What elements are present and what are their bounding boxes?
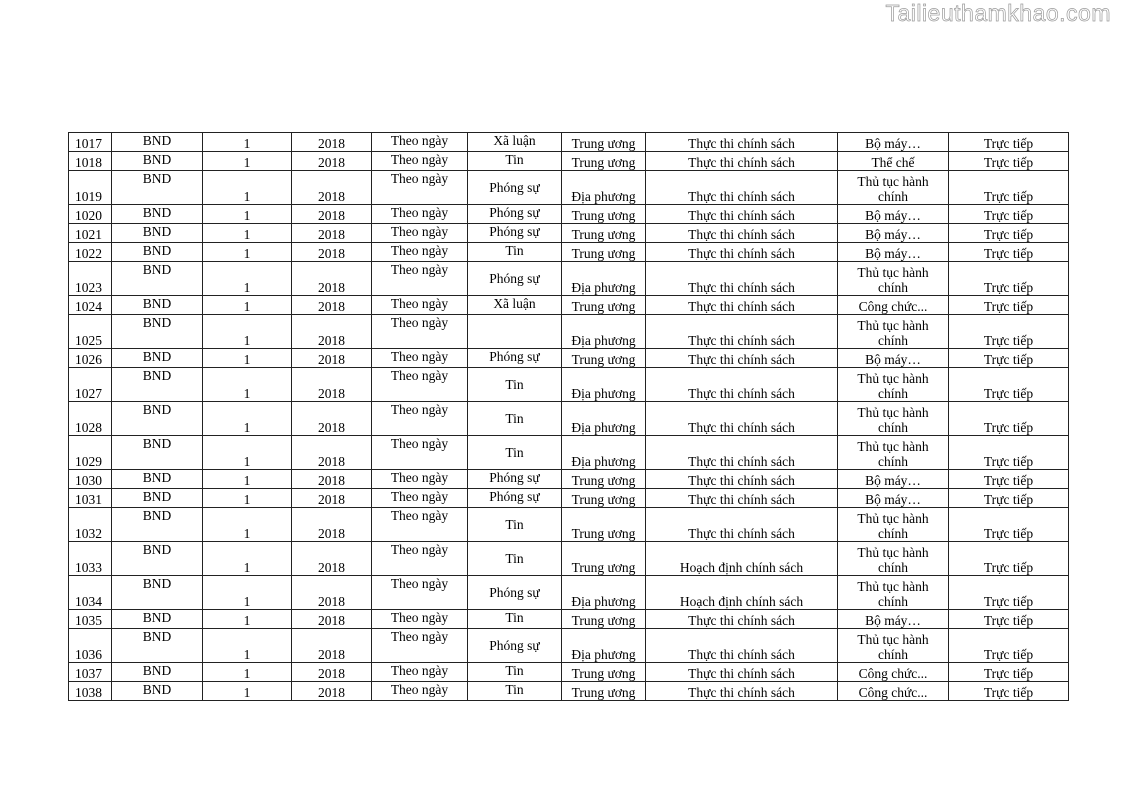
cell-genre xyxy=(468,315,562,349)
cell-genre: Tin xyxy=(468,402,562,436)
cell-number: 1 xyxy=(203,542,292,576)
cell-mode: Trực tiếp xyxy=(949,542,1069,576)
cell-frequency: Theo ngày xyxy=(372,470,468,489)
cell-source: BND xyxy=(112,152,203,171)
cell-id: 1033 xyxy=(69,542,112,576)
cell-mode: Trực tiếp xyxy=(949,576,1069,610)
table-row xyxy=(69,629,1069,663)
table-row xyxy=(69,470,1069,489)
cell-level: Địa phương xyxy=(562,576,646,610)
cell-frequency: Theo ngày xyxy=(372,629,468,663)
cell-number: 1 xyxy=(203,368,292,402)
table-row xyxy=(69,663,1069,682)
cell-genre: Tin xyxy=(468,243,562,262)
cell-id: 1025 xyxy=(69,315,112,349)
cell-frequency: Theo ngày xyxy=(372,243,468,262)
cell-year: 2018 xyxy=(292,402,372,436)
table-row xyxy=(69,368,1069,402)
cell-number: 1 xyxy=(203,436,292,470)
cell-number: 1 xyxy=(203,629,292,663)
cell-year: 2018 xyxy=(292,629,372,663)
cell-genre: Tin xyxy=(468,542,562,576)
cell-id: 1017 xyxy=(69,133,112,152)
cell-id: 1035 xyxy=(69,610,112,629)
cell-year: 2018 xyxy=(292,682,372,701)
cell-topic: Bộ máy… xyxy=(838,610,949,629)
cell-year: 2018 xyxy=(292,224,372,243)
cell-number: 1 xyxy=(203,243,292,262)
cell-policy-stage: Thực thi chính sách xyxy=(646,296,838,315)
cell-mode: Trực tiếp xyxy=(949,508,1069,542)
cell-year: 2018 xyxy=(292,133,372,152)
cell-mode: Trực tiếp xyxy=(949,682,1069,701)
cell-id: 1026 xyxy=(69,349,112,368)
cell-genre: Phóng sự xyxy=(468,349,562,368)
cell-source: BND xyxy=(112,576,203,610)
cell-frequency: Theo ngày xyxy=(372,133,468,152)
cell-level: Địa phương xyxy=(562,315,646,349)
cell-source: BND xyxy=(112,610,203,629)
table-row xyxy=(69,296,1069,315)
cell-id: 1034 xyxy=(69,576,112,610)
cell-topic: Thủ tục hành chính xyxy=(838,262,949,296)
cell-policy-stage: Thực thi chính sách xyxy=(646,629,838,663)
cell-number: 1 xyxy=(203,205,292,224)
table-row xyxy=(69,610,1069,629)
cell-policy-stage: Thực thi chính sách xyxy=(646,224,838,243)
cell-year: 2018 xyxy=(292,576,372,610)
cell-id: 1037 xyxy=(69,663,112,682)
cell-number: 1 xyxy=(203,262,292,296)
cell-level: Trung ương xyxy=(562,489,646,508)
cell-frequency: Theo ngày xyxy=(372,610,468,629)
cell-source: BND xyxy=(112,489,203,508)
cell-id: 1020 xyxy=(69,205,112,224)
cell-genre: Xã luận xyxy=(468,133,562,152)
table-row xyxy=(69,508,1069,542)
cell-level: Địa phương xyxy=(562,436,646,470)
cell-topic: Bộ máy… xyxy=(838,205,949,224)
cell-level: Trung ương xyxy=(562,243,646,262)
cell-source: BND xyxy=(112,133,203,152)
table-row xyxy=(69,133,1069,152)
cell-source: BND xyxy=(112,402,203,436)
cell-source: BND xyxy=(112,296,203,315)
cell-year: 2018 xyxy=(292,152,372,171)
cell-number: 1 xyxy=(203,576,292,610)
cell-policy-stage: Hoạch định chính sách xyxy=(646,576,838,610)
cell-year: 2018 xyxy=(292,296,372,315)
cell-level: Địa phương xyxy=(562,262,646,296)
cell-policy-stage: Thực thi chính sách xyxy=(646,315,838,349)
cell-policy-stage: Hoạch định chính sách xyxy=(646,542,838,576)
cell-id: 1027 xyxy=(69,368,112,402)
cell-source: BND xyxy=(112,349,203,368)
cell-id: 1032 xyxy=(69,508,112,542)
cell-genre: Phóng sự xyxy=(468,470,562,489)
table-row xyxy=(69,436,1069,470)
cell-genre: Phóng sự xyxy=(468,205,562,224)
cell-level: Trung ương xyxy=(562,296,646,315)
cell-policy-stage: Thực thi chính sách xyxy=(646,436,838,470)
cell-id: 1019 xyxy=(69,171,112,205)
cell-frequency: Theo ngày xyxy=(372,508,468,542)
cell-mode: Trực tiếp xyxy=(949,296,1069,315)
cell-source: BND xyxy=(112,508,203,542)
cell-mode: Trực tiếp xyxy=(949,663,1069,682)
cell-mode: Trực tiếp xyxy=(949,402,1069,436)
cell-policy-stage: Thực thi chính sách xyxy=(646,368,838,402)
cell-mode: Trực tiếp xyxy=(949,262,1069,296)
cell-level: Trung ương xyxy=(562,542,646,576)
cell-topic: Thủ tục hành chính xyxy=(838,542,949,576)
table-row xyxy=(69,262,1069,296)
cell-mode: Trực tiếp xyxy=(949,315,1069,349)
cell-topic: Bộ máy… xyxy=(838,349,949,368)
cell-mode: Trực tiếp xyxy=(949,436,1069,470)
cell-genre: Tin xyxy=(468,508,562,542)
cell-year: 2018 xyxy=(292,368,372,402)
cell-mode: Trực tiếp xyxy=(949,133,1069,152)
cell-policy-stage: Thực thi chính sách xyxy=(646,171,838,205)
cell-level: Trung ương xyxy=(562,663,646,682)
cell-mode: Trực tiếp xyxy=(949,243,1069,262)
data-table xyxy=(68,132,1069,701)
cell-frequency: Theo ngày xyxy=(372,224,468,243)
cell-frequency: Theo ngày xyxy=(372,205,468,224)
cell-genre: Tin xyxy=(468,368,562,402)
table-row xyxy=(69,489,1069,508)
cell-topic: Bộ máy… xyxy=(838,224,949,243)
table-row xyxy=(69,576,1069,610)
cell-policy-stage: Thực thi chính sách xyxy=(646,133,838,152)
cell-topic: Thủ tục hành chính xyxy=(838,315,949,349)
cell-topic: Thủ tục hành chính xyxy=(838,368,949,402)
cell-mode: Trực tiếp xyxy=(949,349,1069,368)
cell-frequency: Theo ngày xyxy=(372,296,468,315)
cell-number: 1 xyxy=(203,489,292,508)
cell-year: 2018 xyxy=(292,610,372,629)
cell-id: 1031 xyxy=(69,489,112,508)
cell-number: 1 xyxy=(203,508,292,542)
cell-frequency: Theo ngày xyxy=(372,349,468,368)
table-row xyxy=(69,152,1069,171)
cell-topic: Thể chế xyxy=(838,152,949,171)
cell-genre: Phóng sự xyxy=(468,171,562,205)
cell-year: 2018 xyxy=(292,470,372,489)
table-row xyxy=(69,682,1069,701)
cell-mode: Trực tiếp xyxy=(949,470,1069,489)
cell-level: Địa phương xyxy=(562,629,646,663)
cell-genre: Tin xyxy=(468,663,562,682)
cell-number: 1 xyxy=(203,133,292,152)
cell-topic: Thủ tục hành chính xyxy=(838,576,949,610)
cell-year: 2018 xyxy=(292,171,372,205)
cell-topic: Thủ tục hành chính xyxy=(838,629,949,663)
cell-topic: Thủ tục hành chính xyxy=(838,171,949,205)
cell-number: 1 xyxy=(203,152,292,171)
cell-year: 2018 xyxy=(292,436,372,470)
cell-source: BND xyxy=(112,224,203,243)
cell-mode: Trực tiếp xyxy=(949,489,1069,508)
cell-year: 2018 xyxy=(292,243,372,262)
cell-frequency: Theo ngày xyxy=(372,171,468,205)
cell-topic: Thủ tục hành chính xyxy=(838,508,949,542)
cell-genre: Tin xyxy=(468,682,562,701)
cell-source: BND xyxy=(112,436,203,470)
cell-topic: Bộ máy… xyxy=(838,470,949,489)
cell-policy-stage: Thực thi chính sách xyxy=(646,489,838,508)
cell-level: Trung ương xyxy=(562,682,646,701)
cell-mode: Trực tiếp xyxy=(949,610,1069,629)
table-row xyxy=(69,542,1069,576)
cell-mode: Trực tiếp xyxy=(949,629,1069,663)
cell-frequency: Theo ngày xyxy=(372,576,468,610)
cell-level: Trung ương xyxy=(562,508,646,542)
cell-topic: Bộ máy… xyxy=(838,133,949,152)
cell-number: 1 xyxy=(203,315,292,349)
cell-topic: Công chức... xyxy=(838,682,949,701)
cell-policy-stage: Thực thi chính sách xyxy=(646,470,838,489)
cell-source: BND xyxy=(112,682,203,701)
cell-topic: Thủ tục hành chính xyxy=(838,402,949,436)
cell-id: 1023 xyxy=(69,262,112,296)
cell-frequency: Theo ngày xyxy=(372,663,468,682)
table-row xyxy=(69,315,1069,349)
cell-year: 2018 xyxy=(292,663,372,682)
cell-genre: Phóng sự xyxy=(468,629,562,663)
cell-genre: Phóng sự xyxy=(468,489,562,508)
cell-id: 1036 xyxy=(69,629,112,663)
cell-level: Trung ương xyxy=(562,224,646,243)
cell-year: 2018 xyxy=(292,205,372,224)
cell-id: 1030 xyxy=(69,470,112,489)
cell-id: 1028 xyxy=(69,402,112,436)
cell-frequency: Theo ngày xyxy=(372,436,468,470)
cell-frequency: Theo ngày xyxy=(372,315,468,349)
cell-policy-stage: Thực thi chính sách xyxy=(646,610,838,629)
cell-genre: Tin xyxy=(468,436,562,470)
cell-number: 1 xyxy=(203,663,292,682)
cell-policy-stage: Thực thi chính sách xyxy=(646,205,838,224)
cell-frequency: Theo ngày xyxy=(372,262,468,296)
cell-number: 1 xyxy=(203,682,292,701)
cell-year: 2018 xyxy=(292,489,372,508)
cell-genre: Tin xyxy=(468,610,562,629)
cell-source: BND xyxy=(112,205,203,224)
cell-topic: Bộ máy… xyxy=(838,489,949,508)
cell-source: BND xyxy=(112,171,203,205)
cell-mode: Trực tiếp xyxy=(949,205,1069,224)
cell-source: BND xyxy=(112,542,203,576)
cell-year: 2018 xyxy=(292,349,372,368)
table-body xyxy=(69,133,1069,701)
cell-genre: Phóng sự xyxy=(468,262,562,296)
cell-level: Trung ương xyxy=(562,133,646,152)
table-row xyxy=(69,205,1069,224)
watermark-text: Tailieuthamkhao.com xyxy=(885,0,1111,26)
cell-level: Trung ương xyxy=(562,152,646,171)
cell-topic: Công chức... xyxy=(838,296,949,315)
cell-level: Địa phương xyxy=(562,368,646,402)
cell-number: 1 xyxy=(203,349,292,368)
cell-mode: Trực tiếp xyxy=(949,368,1069,402)
cell-frequency: Theo ngày xyxy=(372,368,468,402)
cell-mode: Trực tiếp xyxy=(949,152,1069,171)
cell-level: Địa phương xyxy=(562,402,646,436)
cell-topic: Công chức... xyxy=(838,663,949,682)
cell-frequency: Theo ngày xyxy=(372,489,468,508)
cell-genre: Tin xyxy=(468,152,562,171)
cell-id: 1029 xyxy=(69,436,112,470)
cell-year: 2018 xyxy=(292,508,372,542)
table-row xyxy=(69,402,1069,436)
cell-frequency: Theo ngày xyxy=(372,402,468,436)
cell-genre: Xã luận xyxy=(468,296,562,315)
cell-genre: Phóng sự xyxy=(468,224,562,243)
cell-year: 2018 xyxy=(292,262,372,296)
cell-source: BND xyxy=(112,663,203,682)
cell-frequency: Theo ngày xyxy=(372,682,468,701)
cell-policy-stage: Thực thi chính sách xyxy=(646,152,838,171)
cell-source: BND xyxy=(112,315,203,349)
cell-id: 1024 xyxy=(69,296,112,315)
table-row xyxy=(69,243,1069,262)
cell-id: 1038 xyxy=(69,682,112,701)
cell-id: 1022 xyxy=(69,243,112,262)
cell-number: 1 xyxy=(203,402,292,436)
cell-genre: Phóng sự xyxy=(468,576,562,610)
cell-number: 1 xyxy=(203,610,292,629)
cell-policy-stage: Thực thi chính sách xyxy=(646,682,838,701)
cell-level: Trung ương xyxy=(562,610,646,629)
cell-id: 1021 xyxy=(69,224,112,243)
cell-policy-stage: Thực thi chính sách xyxy=(646,243,838,262)
cell-mode: Trực tiếp xyxy=(949,224,1069,243)
cell-number: 1 xyxy=(203,470,292,489)
cell-number: 1 xyxy=(203,224,292,243)
table-row xyxy=(69,171,1069,205)
cell-year: 2018 xyxy=(292,542,372,576)
cell-policy-stage: Thực thi chính sách xyxy=(646,402,838,436)
cell-level: Địa phương xyxy=(562,171,646,205)
cell-number: 1 xyxy=(203,296,292,315)
cell-year: 2018 xyxy=(292,315,372,349)
cell-number: 1 xyxy=(203,171,292,205)
cell-level: Trung ương xyxy=(562,349,646,368)
cell-policy-stage: Thực thi chính sách xyxy=(646,262,838,296)
cell-level: Trung ương xyxy=(562,470,646,489)
table-row xyxy=(69,349,1069,368)
cell-frequency: Theo ngày xyxy=(372,152,468,171)
cell-source: BND xyxy=(112,629,203,663)
cell-level: Trung ương xyxy=(562,205,646,224)
cell-topic: Thủ tục hành chính xyxy=(838,436,949,470)
cell-source: BND xyxy=(112,368,203,402)
cell-topic: Bộ máy… xyxy=(838,243,949,262)
cell-policy-stage: Thực thi chính sách xyxy=(646,349,838,368)
cell-frequency: Theo ngày xyxy=(372,542,468,576)
cell-policy-stage: Thực thi chính sách xyxy=(646,663,838,682)
cell-source: BND xyxy=(112,262,203,296)
cell-mode: Trực tiếp xyxy=(949,171,1069,205)
cell-source: BND xyxy=(112,470,203,489)
cell-id: 1018 xyxy=(69,152,112,171)
cell-source: BND xyxy=(112,243,203,262)
table-row xyxy=(69,224,1069,243)
cell-policy-stage: Thực thi chính sách xyxy=(646,508,838,542)
